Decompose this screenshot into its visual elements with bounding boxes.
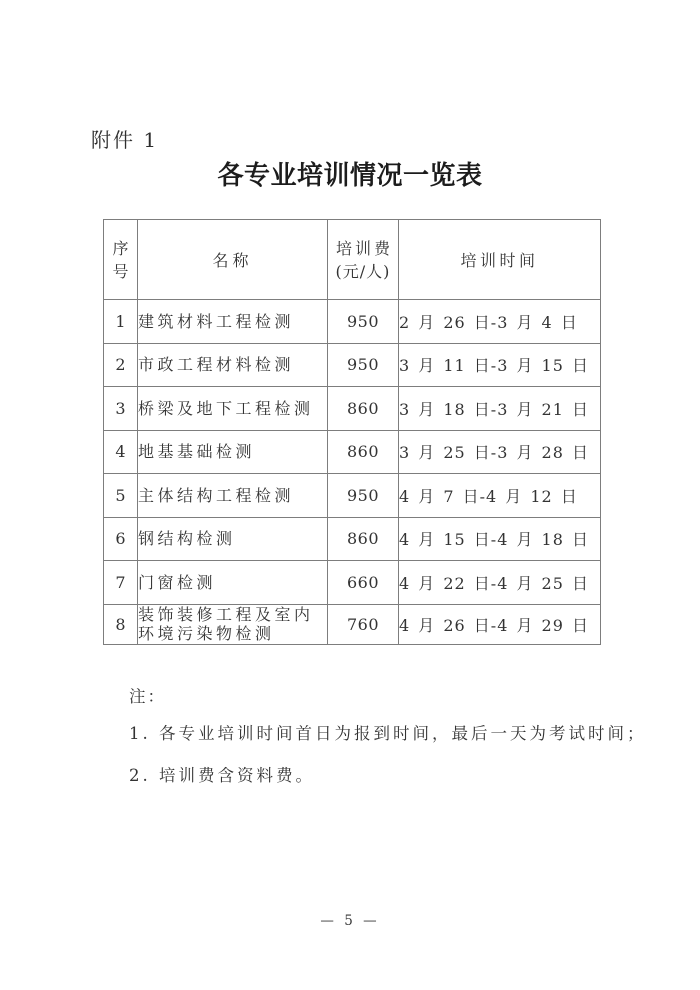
row-index: 5 (104, 474, 138, 518)
header-index (104, 220, 138, 300)
row-name: 主体结构工程检测 (138, 474, 328, 518)
header-fee-label-line1: 培训费 (335, 238, 393, 258)
row-fee: 950 (328, 300, 399, 344)
header-name-label: 名称 (212, 251, 253, 270)
row-time: 4 月 22 日-4 月 25 日 (399, 561, 601, 605)
table-row (104, 474, 601, 518)
row-fee: 950 (328, 474, 399, 518)
page-title: 各专业培训情况一览表 (217, 161, 483, 191)
row-name: 门窗检测 (138, 561, 328, 605)
attachment-label: 附件 1 (91, 128, 159, 152)
table-row (104, 517, 601, 561)
note-item-2: 2. 培训费含资料费。 (129, 766, 315, 785)
row-time: 2 月 26 日-3 月 4 日 (399, 300, 601, 344)
row-name: 地基基础检测 (138, 430, 328, 474)
notes-section (129, 685, 649, 792)
table-row (104, 300, 601, 344)
row-fee: 950 (328, 343, 399, 387)
training-table (103, 219, 601, 645)
table-row (104, 604, 601, 644)
table-row (104, 430, 601, 474)
row-name: 市政工程材料检测 (138, 343, 328, 387)
header-name (138, 220, 328, 300)
row-index: 3 (104, 387, 138, 431)
header-time-label: 培训时间 (460, 251, 539, 270)
row-time: 3 月 11 日-3 月 15 日 (399, 343, 601, 387)
row-time: 4 月 26 日-4 月 29 日 (399, 604, 601, 644)
table-row (104, 343, 601, 387)
row-fee: 860 (328, 430, 399, 474)
row-index: 4 (104, 430, 138, 474)
row-index: 6 (104, 517, 138, 561)
row-name: 桥梁及地下工程检测 (138, 387, 328, 431)
row-index: 1 (104, 300, 138, 344)
header-fee (328, 220, 399, 300)
notes-label: 注： (129, 687, 166, 706)
row-name: 钢结构检测 (138, 517, 328, 561)
table-header-row (104, 220, 601, 300)
header-index-label: 序号 (112, 238, 129, 281)
header-time (399, 220, 601, 300)
row-time: 4 月 15 日-4 月 18 日 (399, 517, 601, 561)
table-row (104, 387, 601, 431)
row-index: 2 (104, 343, 138, 387)
row-index: 7 (104, 561, 138, 605)
header-fee-label-line2: (元/人) (335, 261, 391, 281)
row-fee: 760 (328, 604, 399, 644)
row-time: 3 月 18 日-3 月 21 日 (399, 387, 601, 431)
row-name: 装饰装修工程及室内环境污染物检测 (138, 604, 328, 644)
row-time: 3 月 25 日-3 月 28 日 (399, 430, 601, 474)
row-fee: 660 (328, 561, 399, 605)
row-fee: 860 (328, 387, 399, 431)
page-number: — 5 — (320, 913, 380, 929)
row-time: 4 月 7 日-4 月 12 日 (399, 474, 601, 518)
note-item-1: 1. 各专业培训时间首日为报到时间，最后一天为考试时间； (129, 724, 647, 743)
row-fee: 860 (328, 517, 399, 561)
table-row (104, 561, 601, 605)
row-index: 8 (104, 604, 138, 644)
row-name: 建筑材料工程检测 (138, 300, 328, 344)
